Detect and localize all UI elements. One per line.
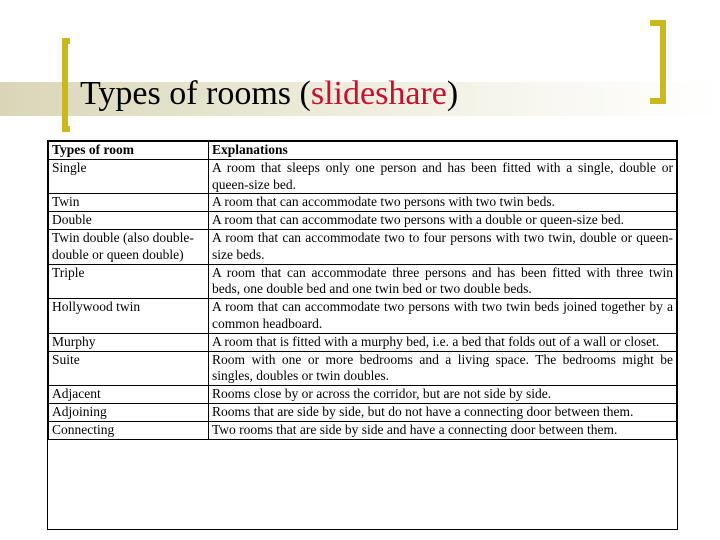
room-type-cell: Twin double (also double-double or queen double) bbox=[49, 229, 209, 264]
title-end: ) bbox=[446, 75, 459, 112]
table-row bbox=[49, 333, 677, 351]
room-type-cell: Twin bbox=[49, 194, 209, 212]
room-types-table bbox=[48, 141, 677, 440]
explanation-cell: A room that can accommodate two to four persons with two twin, double or queen-size beds. bbox=[209, 229, 677, 264]
title-highlight: slideshare bbox=[310, 75, 447, 112]
explanation-cell: A room that can accommodate two persons with two twin beds. bbox=[209, 194, 677, 212]
explanation-cell: A room that is fitted with a murphy bed, i.e. a bed that folds out of a wall or closet. bbox=[209, 333, 677, 351]
room-type-cell: Triple bbox=[49, 264, 209, 299]
explanation-cell: Rooms close by or across the corridor, but are not side by side. bbox=[209, 386, 677, 404]
room-type-cell: Murphy bbox=[49, 333, 209, 351]
table-header-row bbox=[49, 142, 677, 160]
explanation-cell: A room that can accommodate two persons with a double or queen-size bed. bbox=[209, 212, 677, 230]
header-type: Types of room bbox=[49, 142, 209, 160]
table-row bbox=[49, 194, 677, 212]
explanation-cell: Room with one or more bedrooms and a living space. The bedrooms might be singles, doubles or twin doubles. bbox=[209, 351, 677, 386]
slide-title bbox=[80, 72, 458, 116]
explanation-cell: A room that sleeps only one person and has been fitted with a single, double or queen-size bed. bbox=[209, 159, 677, 194]
table-row bbox=[49, 421, 677, 439]
room-type-cell: Single bbox=[49, 159, 209, 194]
left-bracket-decoration bbox=[62, 38, 70, 132]
table-row bbox=[49, 351, 677, 386]
table-row bbox=[49, 264, 677, 299]
explanation-cell: A room that can accommodate two persons with two twin beds joined together by a common headboard. bbox=[209, 299, 677, 334]
right-bracket-decoration bbox=[650, 20, 666, 104]
room-type-cell: Connecting bbox=[49, 421, 209, 439]
table-row bbox=[49, 386, 677, 404]
table-row bbox=[49, 229, 677, 264]
table-row bbox=[49, 212, 677, 230]
explanation-cell: A room that can accommodate three persons and has been fitted with three twin beds, one double bed and one twin bed or two double beds. bbox=[209, 264, 677, 299]
table-row bbox=[49, 299, 677, 334]
room-types-table-container bbox=[47, 140, 678, 530]
table-row bbox=[49, 159, 677, 194]
explanation-cell: Rooms that are side by side, but do not have a connecting door between them. bbox=[209, 403, 677, 421]
room-type-cell: Double bbox=[49, 212, 209, 230]
header-explanation: Explanations bbox=[209, 142, 677, 160]
room-type-cell: Suite bbox=[49, 351, 209, 386]
room-type-cell: Adjacent bbox=[49, 386, 209, 404]
room-type-cell: Adjoining bbox=[49, 403, 209, 421]
title-text: Types of rooms ( bbox=[80, 75, 311, 112]
explanation-cell: Two rooms that are side by side and have a connecting door between them. bbox=[209, 421, 677, 439]
room-type-cell: Hollywood twin bbox=[49, 299, 209, 334]
table-row bbox=[49, 403, 677, 421]
